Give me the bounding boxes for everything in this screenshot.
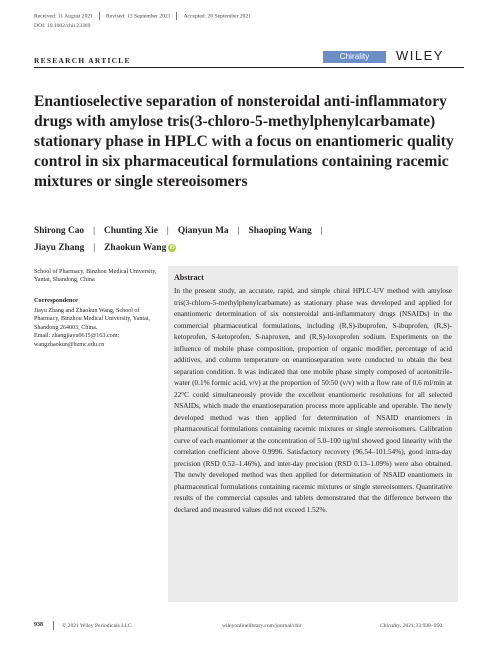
received-date: Received: 11 August 2021 [34, 13, 93, 20]
author[interactable]: Shaoping Wang [248, 226, 312, 236]
date-divider [176, 12, 177, 20]
correspondence-heading: Correspondence [34, 297, 78, 304]
correspondence-email[interactable]: Email: zhangjiayu0615@163.com; wangzhaokun@bzmc.edu.cn [34, 333, 120, 348]
footer-divider [53, 621, 54, 630]
orcid-icon[interactable]: iD [169, 245, 175, 251]
abstract-text: In the present study, an accurate, rapid, and simple chiral HPLC-UV method with amylose tris(3-chloro-5-methylphenylcarbamate) as stationary phase was developed and applied for enantiomeric determination of six nonsteroidal anti-inflammatory drugs (NSAIDs) in the commercial pharmaceutical formulations, including (R,S)-ibuprofen, S-ibuprofen, (R,S)-ketoprofen, S-ketoprofen, S-naproxen, and (R,S)-loxoprofen sodium. Experiments on the influence of mobile phase composition, proportion of organic modifier, percentage of acid additives, and column temperature on enantioseparation were conducted to obtain the best separation condition. It was indicated that one mobile phase simply composed of acetonitrile-water (0.1% formic acid, v/v) at the proportion of 50:50 (v/v) with a flow rate of 0.6 ml/min at 22°C could simultaneously provide the excellent enantiomeric resolutions for all selected NSAIDs, which made the enantioseparation process more applicable and operable. The newly developed method was then applied for determination of NSAID enantiomers in pharmaceutical formulations containing racemic mixtures or single stereoisomers. Calibration curve of each enantiomer at the concentration of 5.0–100 ug/ml showed good linearity with the correlation coefficient above 0.9996. Satisfactory recovery (96.54–101.54%), good intra-day precision (RSD 0.52–1.46%), and inter-day precision (RSD 0.13–1.09%) were also obtained. The newly developed method was then applied for determination of NSAID enantiomers in pharmaceutical formulations containing racemic mixtures or single stereoisomers. Quantitative results of the commercial capsules and tablets demonstrated that the difference between the declared and measured values did not exceed 1.52%. [174, 287, 452, 514]
abstract-box [168, 266, 458, 602]
citation-volume: 2021;33:938–950. [402, 623, 444, 629]
article-dates [34, 12, 251, 20]
header-rule [34, 67, 464, 68]
revised-date: Revised: 13 September 2021 [106, 13, 171, 20]
publisher-logo: WILEY [396, 48, 444, 63]
author-divider: | [166, 226, 169, 236]
citation [380, 623, 444, 629]
journal-url[interactable]: wileyonlinelibrary.com/journal/chir [222, 623, 302, 629]
author[interactable]: Zhaokun Wang [104, 243, 167, 253]
author[interactable]: Qianyun Ma [177, 226, 229, 236]
citation-journal: Chirality. [380, 623, 402, 629]
article-title: Enantioselective separation of nonsteroidal anti-inflammatory drugs with amylose tris(3-chloro-5-methylphenylcarbamate) stationary phase in HPLC with a focus on enantiomeric quality control in six pharmaceutical formulations containing racemic mixtures or single stereoisomers [34, 93, 454, 190]
author-divider: | [320, 226, 323, 236]
author[interactable]: Jiayu Zhang [34, 243, 85, 253]
journal-badge: Chirality [323, 51, 386, 63]
date-divider [99, 12, 100, 20]
copyright: © 2021 Wiley Periodicals LLC. [62, 623, 134, 629]
author-list [34, 223, 464, 257]
accepted-date: Accepted: 20 September 2021 [183, 13, 252, 20]
author-divider: | [93, 226, 95, 236]
author[interactable]: Shirong Cao [34, 226, 85, 236]
author-divider: | [237, 226, 240, 236]
section-label: RESEARCH ARTICLE [34, 56, 131, 65]
author-divider: | [93, 243, 96, 253]
affiliation: School of Pharmacy, Binzhou Medical University, Yantai, Shandong, China [34, 269, 157, 284]
correspondence-block [34, 307, 166, 349]
abstract-heading: Abstract [174, 273, 204, 282]
author[interactable]: Chunting Xie [104, 226, 158, 236]
page-number: 938 [34, 622, 43, 628]
correspondence-text: Jiayu Zhang and Zhaokun Wang, School of Pharmacy, Binzhou Medical University, Yantai, Shandong 264003, China. [34, 308, 150, 331]
doi[interactable]: DOI: 10.1002/chir.23369 [34, 23, 91, 29]
